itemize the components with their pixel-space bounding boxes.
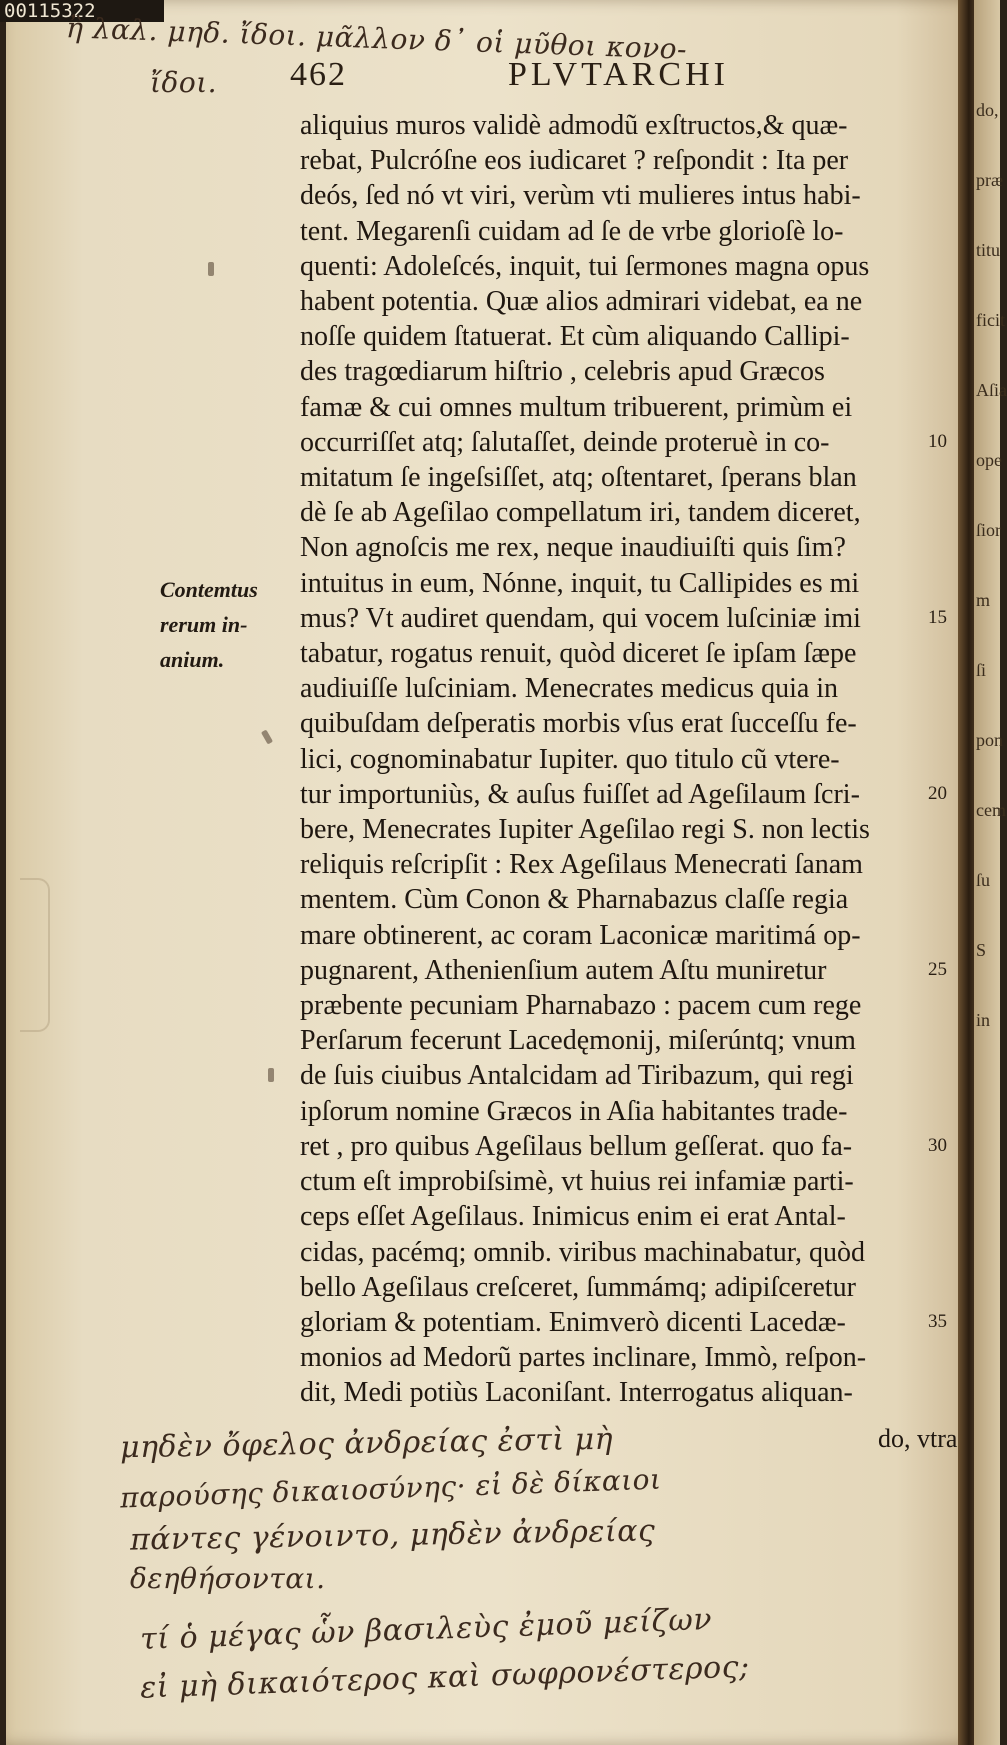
adjacent-page-fragment: m bbox=[976, 590, 991, 610]
text-line: quenti: Adoleſcés, inquit, tui ſermones magna opus bbox=[300, 250, 870, 282]
ink-speck bbox=[268, 1068, 274, 1082]
adjacent-page-fragment: in bbox=[976, 1010, 991, 1030]
text-line: cidas, pacémq; omnib. viribus machinabatur, quòd bbox=[300, 1236, 865, 1268]
text-line: bello Ageſilaus creſceret, ſummámq; adipiſceretur bbox=[300, 1271, 856, 1303]
adjacent-page-fragment: ſi bbox=[976, 660, 987, 680]
adjacent-page-fragment: do, bbox=[976, 100, 999, 120]
adjacent-page-fragment: ope bbox=[976, 450, 1002, 470]
text-line: lici, cognominabatur Iupiter. quo titulo cũ vtere- bbox=[300, 743, 840, 775]
running-head bbox=[290, 56, 890, 106]
line-number: 15 bbox=[928, 606, 947, 628]
text-line: quibuſdam deſperatis morbis vſus erat ſucceſſu fe- bbox=[300, 708, 857, 740]
text-line: mitatum ſe ingeſsiſſet, atq; oſtentaret, ſperans blan bbox=[300, 462, 857, 494]
text-line: ipſorum nomine Græcos in Aſia habitantes trade- bbox=[300, 1095, 848, 1127]
line-number: 10 bbox=[928, 430, 947, 452]
text-line: gloriam & potentiam. Enimverò dicenti Lacedæ- bbox=[300, 1306, 846, 1338]
text-line: habent potentia. Quæ alios admirari videbat, ea ne bbox=[300, 286, 863, 318]
adjacent-page-fragment: Aſia bbox=[976, 380, 1007, 400]
text-line: famæ & cui omnes multum tribuerent, primùm ei bbox=[300, 391, 853, 423]
ink-speck bbox=[208, 262, 214, 276]
marginal-note-line: rerum in- bbox=[160, 612, 248, 637]
catchword: do, vtra bbox=[878, 1424, 958, 1453]
text-line: Non agnoſcis me rex, neque inaudiuiſti quis ſim? bbox=[300, 532, 846, 564]
marginal-note-line: anium. bbox=[160, 647, 225, 672]
text-line: des tragœdiarum hiſtrio , celebris apud Græcos bbox=[300, 356, 825, 388]
text-line: monios ad Medorũ partes inclinare, Immò, reſpon- bbox=[300, 1342, 867, 1374]
text-line: ceps eſſet Ageſilaus. Inimicus enim ei erat Antal- bbox=[300, 1201, 846, 1233]
handwritten-annotation-line: δεηθήσονται. bbox=[130, 1562, 326, 1595]
line-number: 20 bbox=[928, 782, 947, 804]
text-line: tur importuniùs, & auſus fuiſſet ad Ageſilaum ſcri- bbox=[300, 778, 860, 810]
line-number: 25 bbox=[928, 958, 947, 980]
text-line: rebat, Pulcróſne eos iudicaret ? reſpondit : Ita per bbox=[300, 145, 849, 177]
text-line: Perſarum fecerunt Lacedęmonij, miſerúntq; vnum bbox=[300, 1025, 856, 1057]
handwritten-annotation-line: πάντες γένοιντο, μηδὲν ἀνδρείας bbox=[129, 1513, 656, 1558]
text-line: de ſuis ciuibus Antalcidam ad Tiribazum, qui regi bbox=[300, 1060, 854, 1092]
handwritten-annotation-line: εἰ μὴ δικαιότερος καὶ σωφρονέστερος; bbox=[139, 1649, 751, 1706]
adjacent-page-fragment: ſu bbox=[976, 870, 991, 890]
text-line: occurriſſet atq; ſalutaſſet, deinde proteruè in co- bbox=[300, 426, 830, 458]
running-title: PLVTARCHI bbox=[508, 56, 729, 93]
adjacent-page-fragment: præ bbox=[976, 170, 1003, 190]
text-line: tent. Megarenſi cuidam ad ſe de vrbe glorioſè lo- bbox=[300, 215, 844, 247]
marginal-note bbox=[160, 572, 290, 677]
text-line: audiuiſſe luſciniam. Menecrates medicus quia in bbox=[300, 673, 839, 705]
text-line: præbente pecuniam Pharnabazo : pacem cum rege bbox=[300, 990, 862, 1022]
handwritten-annotation-line: τί ὁ μέγας ὧν βασιλεὺς ἐμοῦ μείζων bbox=[139, 1602, 713, 1657]
text-line: mus? Vt audiret quendam, qui vocem luſciniæ imi bbox=[300, 602, 861, 634]
adjacent-page-fragment: ſior bbox=[976, 520, 1001, 540]
catalog-stamp: 00115322 bbox=[0, 0, 164, 22]
text-line: intuitus in eum, Nónne, inquit, tu Callipides es mi bbox=[300, 567, 860, 599]
text-line: dit, Medi potiùs Laconiſant. Interrogatus aliquan- bbox=[300, 1377, 853, 1409]
line-number: 30 bbox=[928, 1134, 947, 1156]
adjacent-page-edge bbox=[974, 0, 1007, 1745]
text-line: bere, Menecrates Iupiter Ageſilao regi S. non lectis bbox=[300, 814, 870, 846]
adjacent-page-fragment: titu bbox=[976, 240, 1001, 260]
adjacent-page-fragment: pon bbox=[976, 730, 1003, 750]
adjacent-page-fragment: ficit bbox=[976, 310, 1005, 330]
handwritten-annotation-top-line1: ἢ λαλ. μηδ. ἴδοι. μᾶλλον δ᾽ οἱ μῦθοι κονο- bbox=[65, 11, 688, 66]
text-line: ret , pro quibus Ageſilaus bellum geſſerat. quo fa- bbox=[300, 1130, 853, 1162]
text-line: noſſe quidem ſtatuerat. Et cùm aliquando Callipi- bbox=[300, 321, 850, 353]
text-line: pugnarent, Athenienſium autem Aſtu muniretur bbox=[300, 954, 827, 986]
text-line: mentem. Cùm Conon & Pharnabazus claſſe regia bbox=[300, 884, 849, 916]
text-line: ctum eſt improbiſsimè, vt huius rei infamiæ parti- bbox=[300, 1166, 854, 1198]
text-line: aliquius muros validè admodũ exſtructos,& quæ- bbox=[300, 110, 848, 141]
text-line: reliquis reſcripſit : Rex Ageſilaus Menecrati ſanam bbox=[300, 849, 863, 881]
marginal-note-line: Contemtus bbox=[160, 577, 258, 602]
page-fold-mark bbox=[20, 878, 50, 1032]
page-number: 462 bbox=[290, 56, 347, 93]
text-line: dè ſe ab Ageſilao compellatum iri, tandem diceret, bbox=[300, 497, 861, 529]
text-line: tabatur, rogatus renuit, quòd diceret ſe ipſam ſæpe bbox=[300, 638, 857, 670]
text-line: deós, ſed nó vt viri, verùm vti mulieres intus habi- bbox=[300, 180, 861, 212]
handwritten-annotation-line: παρούσης δικαιοσύνης· εἰ δὲ δίκαιοι bbox=[119, 1462, 663, 1515]
text-line: mare obtinerent, ac coram Laconicæ maritimá op- bbox=[300, 919, 861, 951]
line-number: 35 bbox=[928, 1310, 947, 1332]
handwritten-annotation-line: μηδὲν ὄφελος ἀνδρείας ἐστὶ μὴ bbox=[119, 1421, 614, 1466]
adjacent-page-fragment: cem bbox=[976, 800, 1006, 820]
handwritten-annotation-top-line2: ἴδοι. bbox=[150, 66, 218, 99]
main-text-block bbox=[300, 108, 940, 1411]
adjacent-page-fragment: S bbox=[976, 940, 987, 960]
